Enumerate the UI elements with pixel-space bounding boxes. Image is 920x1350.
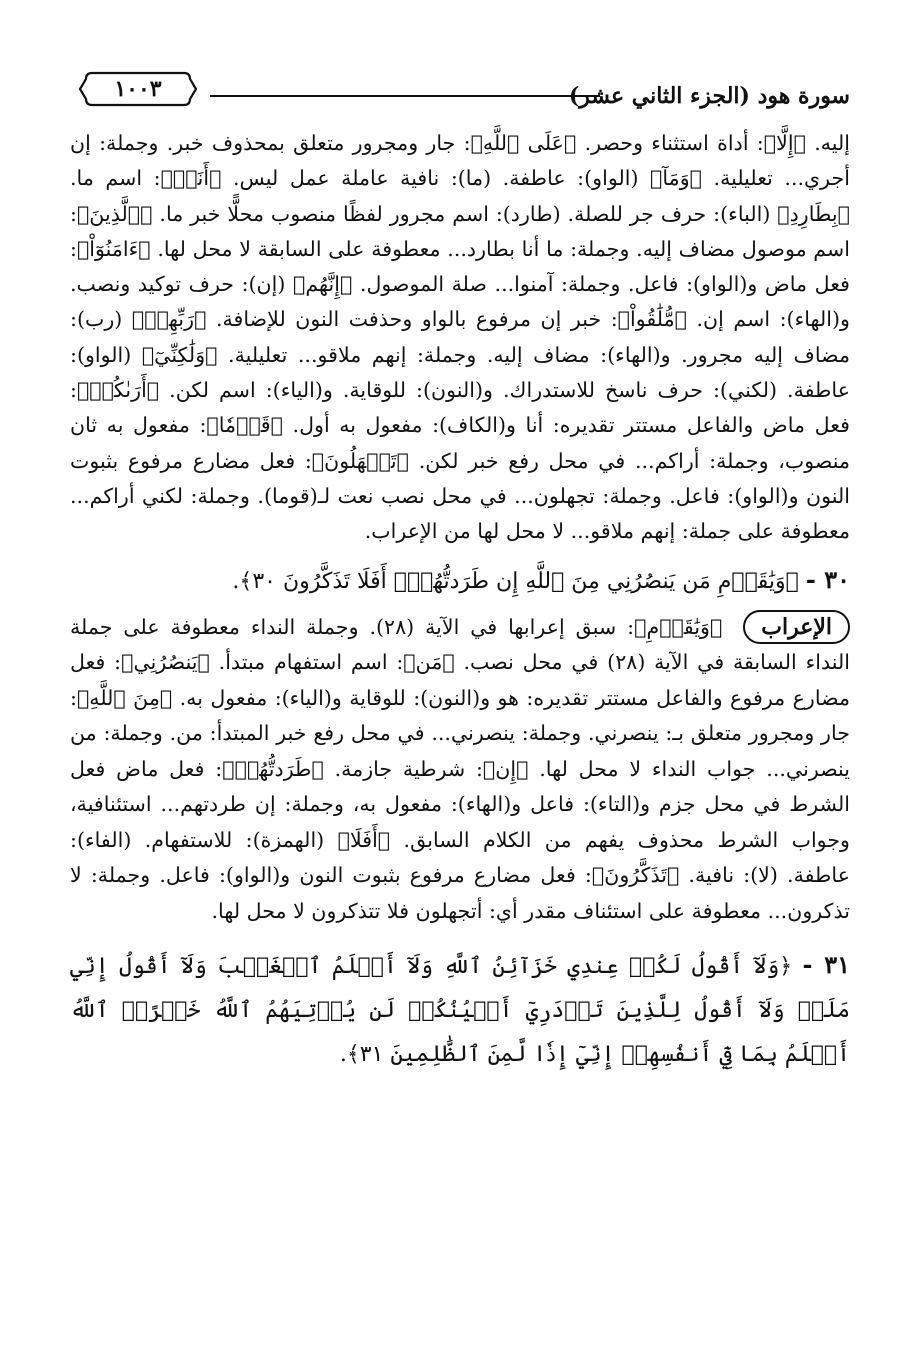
- verse-text: ﴿وَلَآ أَقُولُ لَكُمۡ عِندِي خَزَآئِنُ ٱللَّهِ وَلَآ أَعۡلَمُ ٱلۡغَيۡبَ وَلَآ أَقُولُ إِنِّي مَلَكٞ وَلَآ أَقُولُ لِلَّذِينَ تَزۡدَرِيٓ أَعۡيُنُكُمۡ لَن يُؤۡتِيَهُمُ ٱللَّهُ خَيۡرًاۖ ٱللَّهُ أَعۡلَمُ بِمَا فِيٓ أَنفُسِهِمۡ إِنِّيٓ إِذٗا لَّمِنَ ٱلظَّٰلِمِينَ ٣١﴾.: [70, 954, 850, 1068]
- commentary-paragraph-1: [70, 126, 850, 550]
- page-header: [70, 55, 850, 115]
- verse-text: ﴿وَيَٰقَوۡمِ مَن يَنصُرُنِي مِنَ ٱللَّهِ إِن طَرَدتُّهُمۡۚ أَفَلَا تَذَكَّرُونَ ٣٠﴾.: [232, 568, 799, 594]
- sura-title: سورة هود (الجزء الثاني عشر): [568, 83, 850, 109]
- verse-number: ٣٠ -: [805, 564, 850, 594]
- page-number-badge: [78, 69, 198, 109]
- verse-30: [70, 560, 850, 602]
- page: [70, 55, 850, 1077]
- header-rule: [210, 95, 600, 97]
- paragraph-text: إليه. ﴿إِلَّا﴾: أداة استثناء وحصر. ﴿عَلَى ٱللَّهِ﴾: جار ومجرور متعلق بمحذوف خبر. وجملة: إن أجري... تعليلية. ﴿وَمَآ﴾ (الواو): عاطفة. (ما): نافية عاملة عمل ليس. ﴿أَنَا۠﴾: اسم ما. ﴿بِطَارِدِ﴾ (الباء): حرف جر للصلة. (طارد): اسم مجرور لفظًا منصوب محلًّا خبر ما. ﴿ٱلَّذِينَ﴾: اسم موصول مضاف إليه. وجملة: ما أنا بطارد... معطوفة على السابقة لا محل لها. ﴿ءَامَنُوٓاْ﴾: فعل ماض و(الواو): فاعل. وجملة: آمنوا... صلة الموصول. ﴿إِنَّهُم﴾ (إن): حرف توكيد ونصب. و(الهاء): اسم إن. ﴿مُّلَٰقُواْ﴾: خبر إن مرفوع بالواو وحذفت النون للإضافة. ﴿رَبِّهِمۡ﴾ (رب): مضاف إليه مجرور. و(الهاء): مضاف إليه. وجملة: إنهم ملاقو... تعليلية. ﴿وَلَٰكِنِّيٓ﴾ (الواو): عاطفة. (لكني): حرف ناسخ للاستدراك. و(النون): للوقاية. و(الياء): اسم لكن. ﴿أَرَىٰكُمۡ﴾: فعل ماض والفاعل مستتر تقديره: أنا و(الكاف): مفعول به أول. ﴿قَوۡمٗا﴾: مفعول به ثان منصوب، وجملة: أراكم... في محل رفع خبر لكن. ﴿تَجۡهَلُونَ﴾: فعل مضارع مرفوع بثبوت النون و(الواو): فاعل. وجملة: تجهلون... في محل نصب نعت لـ(قوما). وجملة: لكني أراكم... معطوفة على جملة: إنهم ملاقو... لا محل لها من الإعراب.: [70, 131, 850, 544]
- irab-section: [70, 610, 850, 930]
- page-number: ١٠٠٣: [114, 76, 162, 102]
- irab-label: الإعراب: [743, 610, 850, 644]
- irab-text: ﴿وَيَٰقَوۡمِ﴾: سبق إعرابها في الآية (٢٨). وجملة النداء معطوفة على جملة النداء السابقة في الآية (٢٨) في محل نصب. ﴿مَن﴾: اسم استفهام مبتدأ. ﴿يَنصُرُنِي﴾: فعل مضارع مرفوع والفاعل مستتر تقديره: هو و(النون): للوقاية و(الياء): مفعول به. ﴿مِنَ ٱللَّهِ﴾: جار ومجرور متعلق بـ: ينصرني. وجملة: ينصرني... في محل رفع خبر المبتدأ: من. وجملة: من ينصرني... جواب النداء لا محل لها. ﴿إِن﴾: شرطية جازمة. ﴿طَرَدتُّهُمۡ﴾: فعل ماض فعل الشرط في محل جزم و(التاء): فاعل و(الهاء): مفعول به، وجملة: إن طردتهم... استئنافية، وجواب الشرط محذوف يفهم من الكلام السابق. ﴿أَفَلَا﴾ (الهمزة): للاستفهام. (الفاء): عاطفة. (لا): نافية. ﴿تَذَكَّرُونَ﴾: فعل مضارع مرفوع بثبوت النون و(الواو): فاعل. وجملة: لا تذكرون... معطوفة على استئناف مقدر أي: أتجهلون فلا تتذكرون لا محل لها.: [70, 614, 850, 923]
- verse-number: ٣١ -: [802, 950, 850, 980]
- verse-31: [70, 943, 850, 1077]
